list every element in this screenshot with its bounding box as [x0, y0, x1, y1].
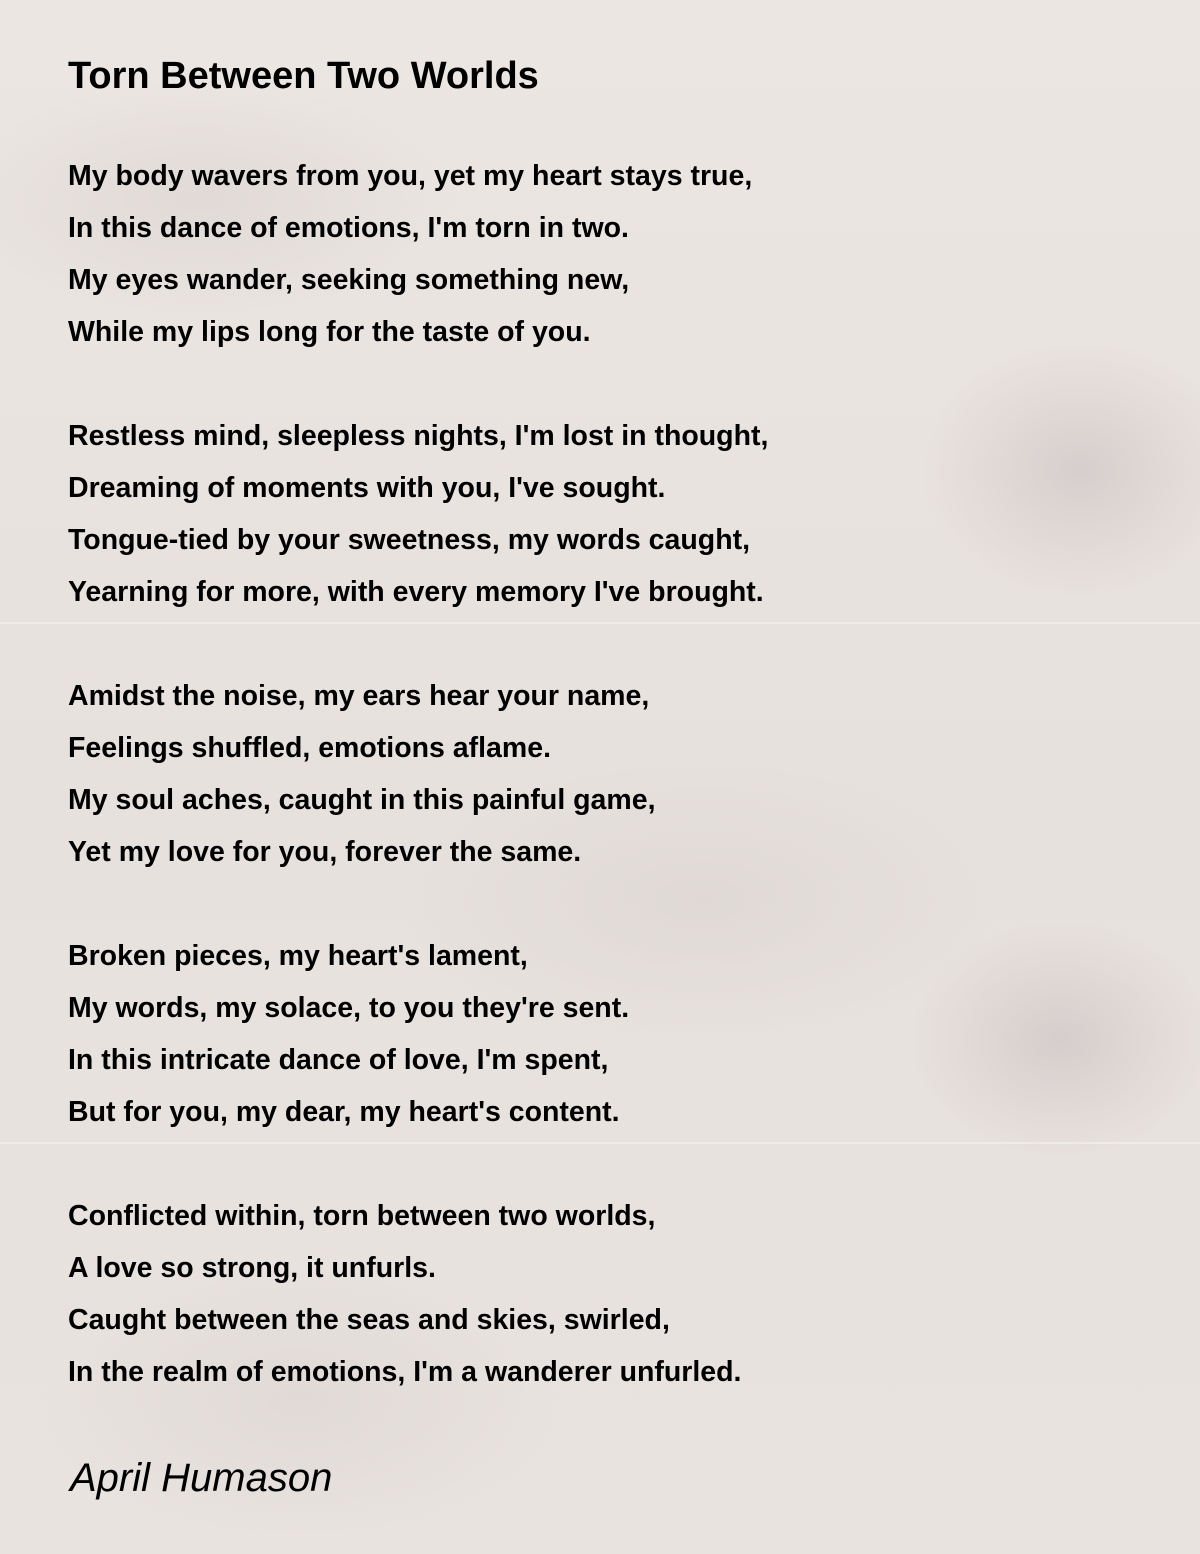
poem-line: But for you, my dear, my heart's content.	[68, 1096, 620, 1128]
poem-line: Caught between the seas and skies, swirled,	[68, 1304, 670, 1336]
poem-line: In this intricate dance of love, I'm spent,	[68, 1044, 609, 1076]
poem-line: A love so strong, it unfurls.	[68, 1252, 436, 1284]
poem-line: My words, my solace, to you they're sent.	[68, 992, 630, 1024]
poem-line: Tongue-tied by your sweetness, my words caught,	[68, 524, 751, 556]
poem-title: Torn Between Two Worlds	[68, 55, 539, 97]
poem-line: My soul aches, caught in this painful game,	[68, 784, 656, 816]
poem-body	[68, 150, 1148, 1450]
poem-line: Yearning for more, with every memory I've brought.	[68, 576, 764, 608]
poem-line: My body wavers from you, yet my heart stays true,	[68, 160, 753, 192]
poem-line: Broken pieces, my heart's lament,	[68, 940, 528, 972]
poem-line: My eyes wander, seeking something new,	[68, 264, 630, 296]
stanza-4	[68, 930, 1148, 1190]
stanza-2	[68, 410, 1148, 670]
poem-line: While my lips long for the taste of you.	[68, 316, 591, 348]
poem-line: Feelings shuffled, emotions aflame.	[68, 732, 552, 764]
poem-line: Restless mind, sleepless nights, I'm lost in thought,	[68, 420, 769, 452]
poem-line: Conflicted within, torn between two worlds,	[68, 1200, 656, 1232]
stanza-5	[68, 1190, 1148, 1450]
poem-line: Yet my love for you, forever the same.	[68, 836, 582, 868]
stanza-1	[68, 150, 1148, 410]
poem-line: Amidst the noise, my ears hear your name,	[68, 680, 650, 712]
poem-line: In this dance of emotions, I'm torn in two.	[68, 212, 629, 244]
poem-line: In the realm of emotions, I'm a wanderer unfurled.	[68, 1356, 742, 1388]
stanza-3	[68, 670, 1148, 930]
poem-line: Dreaming of moments with you, I've sought.	[68, 472, 666, 504]
poem-author: April Humason	[70, 1456, 333, 1500]
